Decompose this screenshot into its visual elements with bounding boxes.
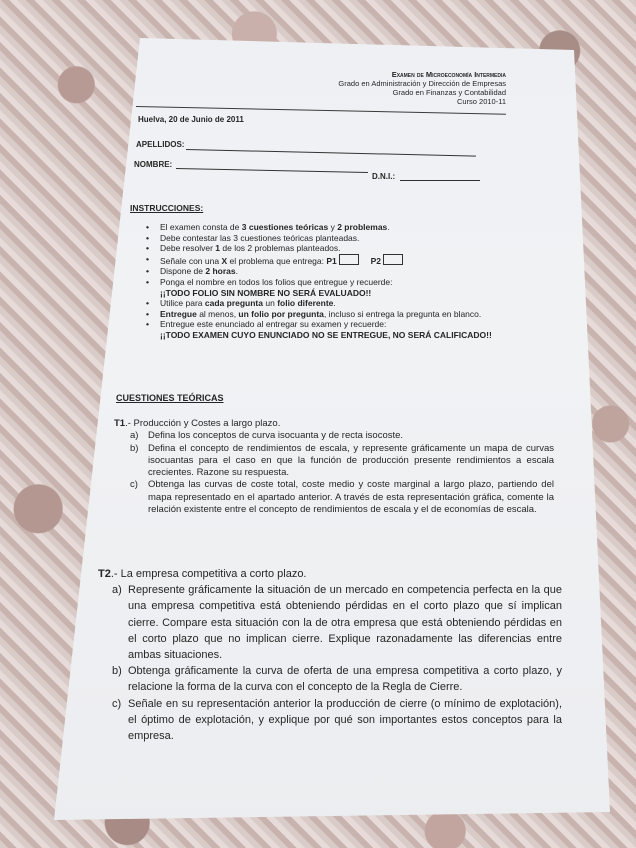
- list-item: • Debe resolver 1 de los 2 problemas planteados.: [146, 243, 341, 254]
- degree-line-2: Grado en Finanzas y Contabilidad: [392, 88, 506, 97]
- t1-item-c: c) Obtenga las curvas de coste total, coste medio y coste marginal a largo plazo, partiendo del mapa representado en el apartado anterior. A través de esta representación gráfica, comente la relación existente entre el concepto de rendimientos de escala y el de economías de escala.: [130, 479, 554, 516]
- question-t2: [98, 566, 562, 744]
- warning-statement-return: ¡¡TODO EXAMEN CUYO ENUNCIADO NO SE ENTREGUE, NO SERÁ CALIFICADO!!: [160, 329, 492, 340]
- p2-checkbox[interactable]: [383, 254, 403, 265]
- warning-unnamed-sheet: ¡¡TODO FOLIO SIN NOMBRE NO SERÁ EVALUADO!!: [160, 287, 372, 298]
- nombre-label: NOMBRE:: [134, 160, 173, 169]
- list-item: • Señale con una X el problema que entrega: P1 P2: [146, 254, 526, 267]
- dni-label: D.N.I.:: [372, 172, 396, 181]
- nombre-line[interactable]: [176, 168, 368, 173]
- apellidos-line[interactable]: [186, 149, 476, 157]
- instructions-title: INSTRUCCIONES:: [130, 203, 204, 213]
- list-item: • Debe contestar las 3 cuestiones teóricas planteadas.: [146, 232, 360, 243]
- exam-title: Examen de Microeconomía Intermedia: [391, 70, 506, 79]
- t1-item-a: a) Defina los conceptos de curva isocuanta y de recta isocoste.: [130, 430, 404, 442]
- t1-heading: T1.- Producción y Costes a largo plazo.: [114, 418, 281, 429]
- list-item: • El examen consta de 3 cuestiones teóricas y 2 problemas.: [146, 222, 390, 232]
- list-item: • Ponga el nombre en todos los folios que entregue y recuerde:: [146, 276, 393, 287]
- apellidos-label: APELLIDOS:: [136, 140, 185, 149]
- list-item: • Entregue este enunciado al entregar su examen y recuerde:: [146, 319, 387, 330]
- dni-line[interactable]: [400, 180, 480, 181]
- t2-item-a: a) Represente gráficamente la situación de un mercado en competencia perfecta en la que una empresa competitiva está obteniendo pérdidas en el corto plazo que sí implican cierre. Compare esta situación con la de otra empresa que está obteniendo pérdidas en el corto plazo que no implican cierre. Explique razonadamente las diferencias entre ambas situaciones.: [112, 584, 562, 662]
- exam-date: Huelva, 20 de Junio de 2011: [138, 115, 244, 124]
- list-item: • Utilice para cada pregunta un folio diferente.: [146, 298, 336, 309]
- p1-checkbox[interactable]: [339, 254, 359, 265]
- degree-line-1: Grado en Administración y Dirección de Empresas: [338, 79, 506, 88]
- course-year: Curso 2010-11: [456, 97, 506, 106]
- list-item: • Entregue al menos, un folio por pregunta, incluso si entrega la pregunta en blanco.: [146, 308, 482, 319]
- t2-item-c: c) Señale en su representación anterior la producción de cierre (o mínimo de explotación), el óptimo de explotación, y explique por qué son importantes estos conceptos para la empresa.: [112, 697, 562, 743]
- question-t1: [114, 418, 554, 516]
- instructions-list: [146, 222, 526, 341]
- list-item: • Dispone de 2 horas.: [146, 266, 238, 277]
- section-title: CUESTIONES TEÓRICAS: [116, 393, 224, 403]
- t2-heading: T2.- La empresa competitiva a corto plazo.: [98, 568, 307, 580]
- t1-item-b: b) Defina el concepto de rendimientos de escala, y represente gráficamente un mapa de curvas isocuantas para el caso en que la función de producción presente rendimientos a escala crecientes. Razone su respuesta.: [130, 442, 554, 479]
- t2-item-b: b) Obtenga gráficamente la curva de oferta de una empresa competitiva a corto plazo, y relacione la forma de la curva con el concepto de la Regla de Cierre.: [112, 665, 562, 694]
